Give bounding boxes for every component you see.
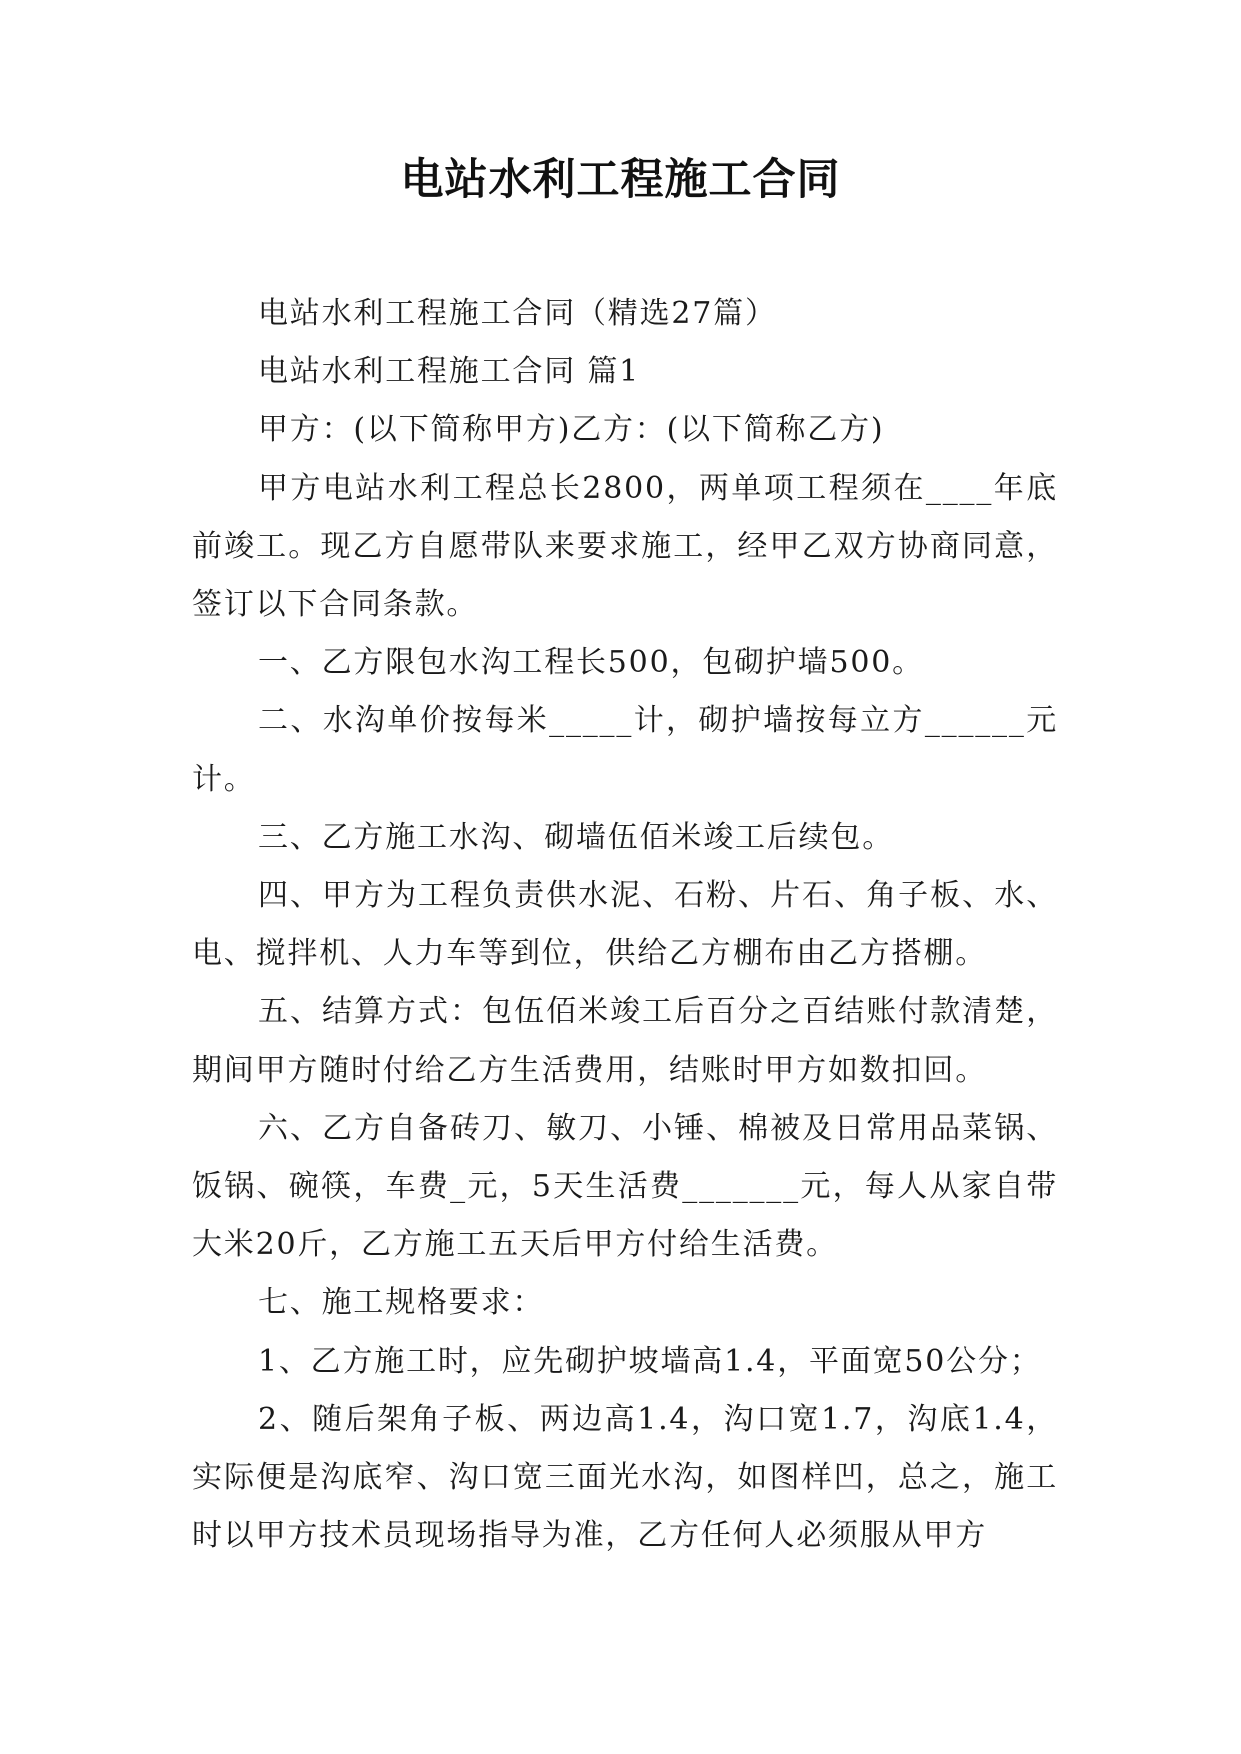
- document-title: 电站水利工程施工合同: [400, 155, 841, 205]
- paragraph-parties: 甲方：(以下简称甲方)乙方：(以下简称乙方): [258, 412, 885, 448]
- paragraph-subtitle: 电站水利工程施工合同（精选27篇）: [258, 296, 777, 331]
- paragraph-clause-5: 五、结算方式：包伍佰米竣工后百分之百结账付款清楚，期间甲方随时付给乙方生活费用，结账时甲方如数扣回。: [192, 994, 1058, 1088]
- paragraph-clause-4: 四、甲方为工程负责供水泥、石粉、片石、角子板、水、电、搅拌机、人力车等到位，供给乙方棚布由乙方搭棚。: [192, 878, 1058, 972]
- paragraph-clause-3: 三、乙方施工水沟、砌墙伍佰米竣工后续包。: [258, 819, 894, 855]
- paragraph-clause-2: 二、水沟单价按每米_____计，砌护墙按每立方______元计。: [192, 703, 1058, 797]
- paragraph-clause-1: 一、乙方限包水沟工程长500，包砌护墙500。: [258, 645, 924, 681]
- paragraph-clause-7: 七、施工规格要求：: [258, 1285, 545, 1321]
- paragraph-clause-6: 六、乙方自备砖刀、敏刀、小锤、棉被及日常用品菜锅、饭锅、碗筷，车费_元，5天生活费_______元，每人从家自带大米20斤，乙方施工五天后甲方付给生活费。: [192, 1110, 1058, 1263]
- paragraph-spec-1: 1、乙方施工时，应先砌护坡墙高1.4，平面宽50公分；: [258, 1343, 1042, 1379]
- paragraph-spec-2: 2、随后架角子板、两边高1.4，沟口宽1.7，沟底1.4，实际便是沟底窄、沟口宽三面光水沟，如图样凹，总之，施工时以甲方技术员现场指导为准，乙方任何人必须服从甲方: [192, 1401, 1058, 1554]
- document-body: [192, 285, 1058, 1565]
- paragraph-intro: 甲方电站水利工程总长2800，两单项工程须在____年底前竣工。现乙方自愿带队来要求施工，经甲乙双方协商同意，签订以下合同条款。: [192, 470, 1058, 623]
- paragraph-part-heading: 电站水利工程施工合同 篇1: [258, 354, 641, 390]
